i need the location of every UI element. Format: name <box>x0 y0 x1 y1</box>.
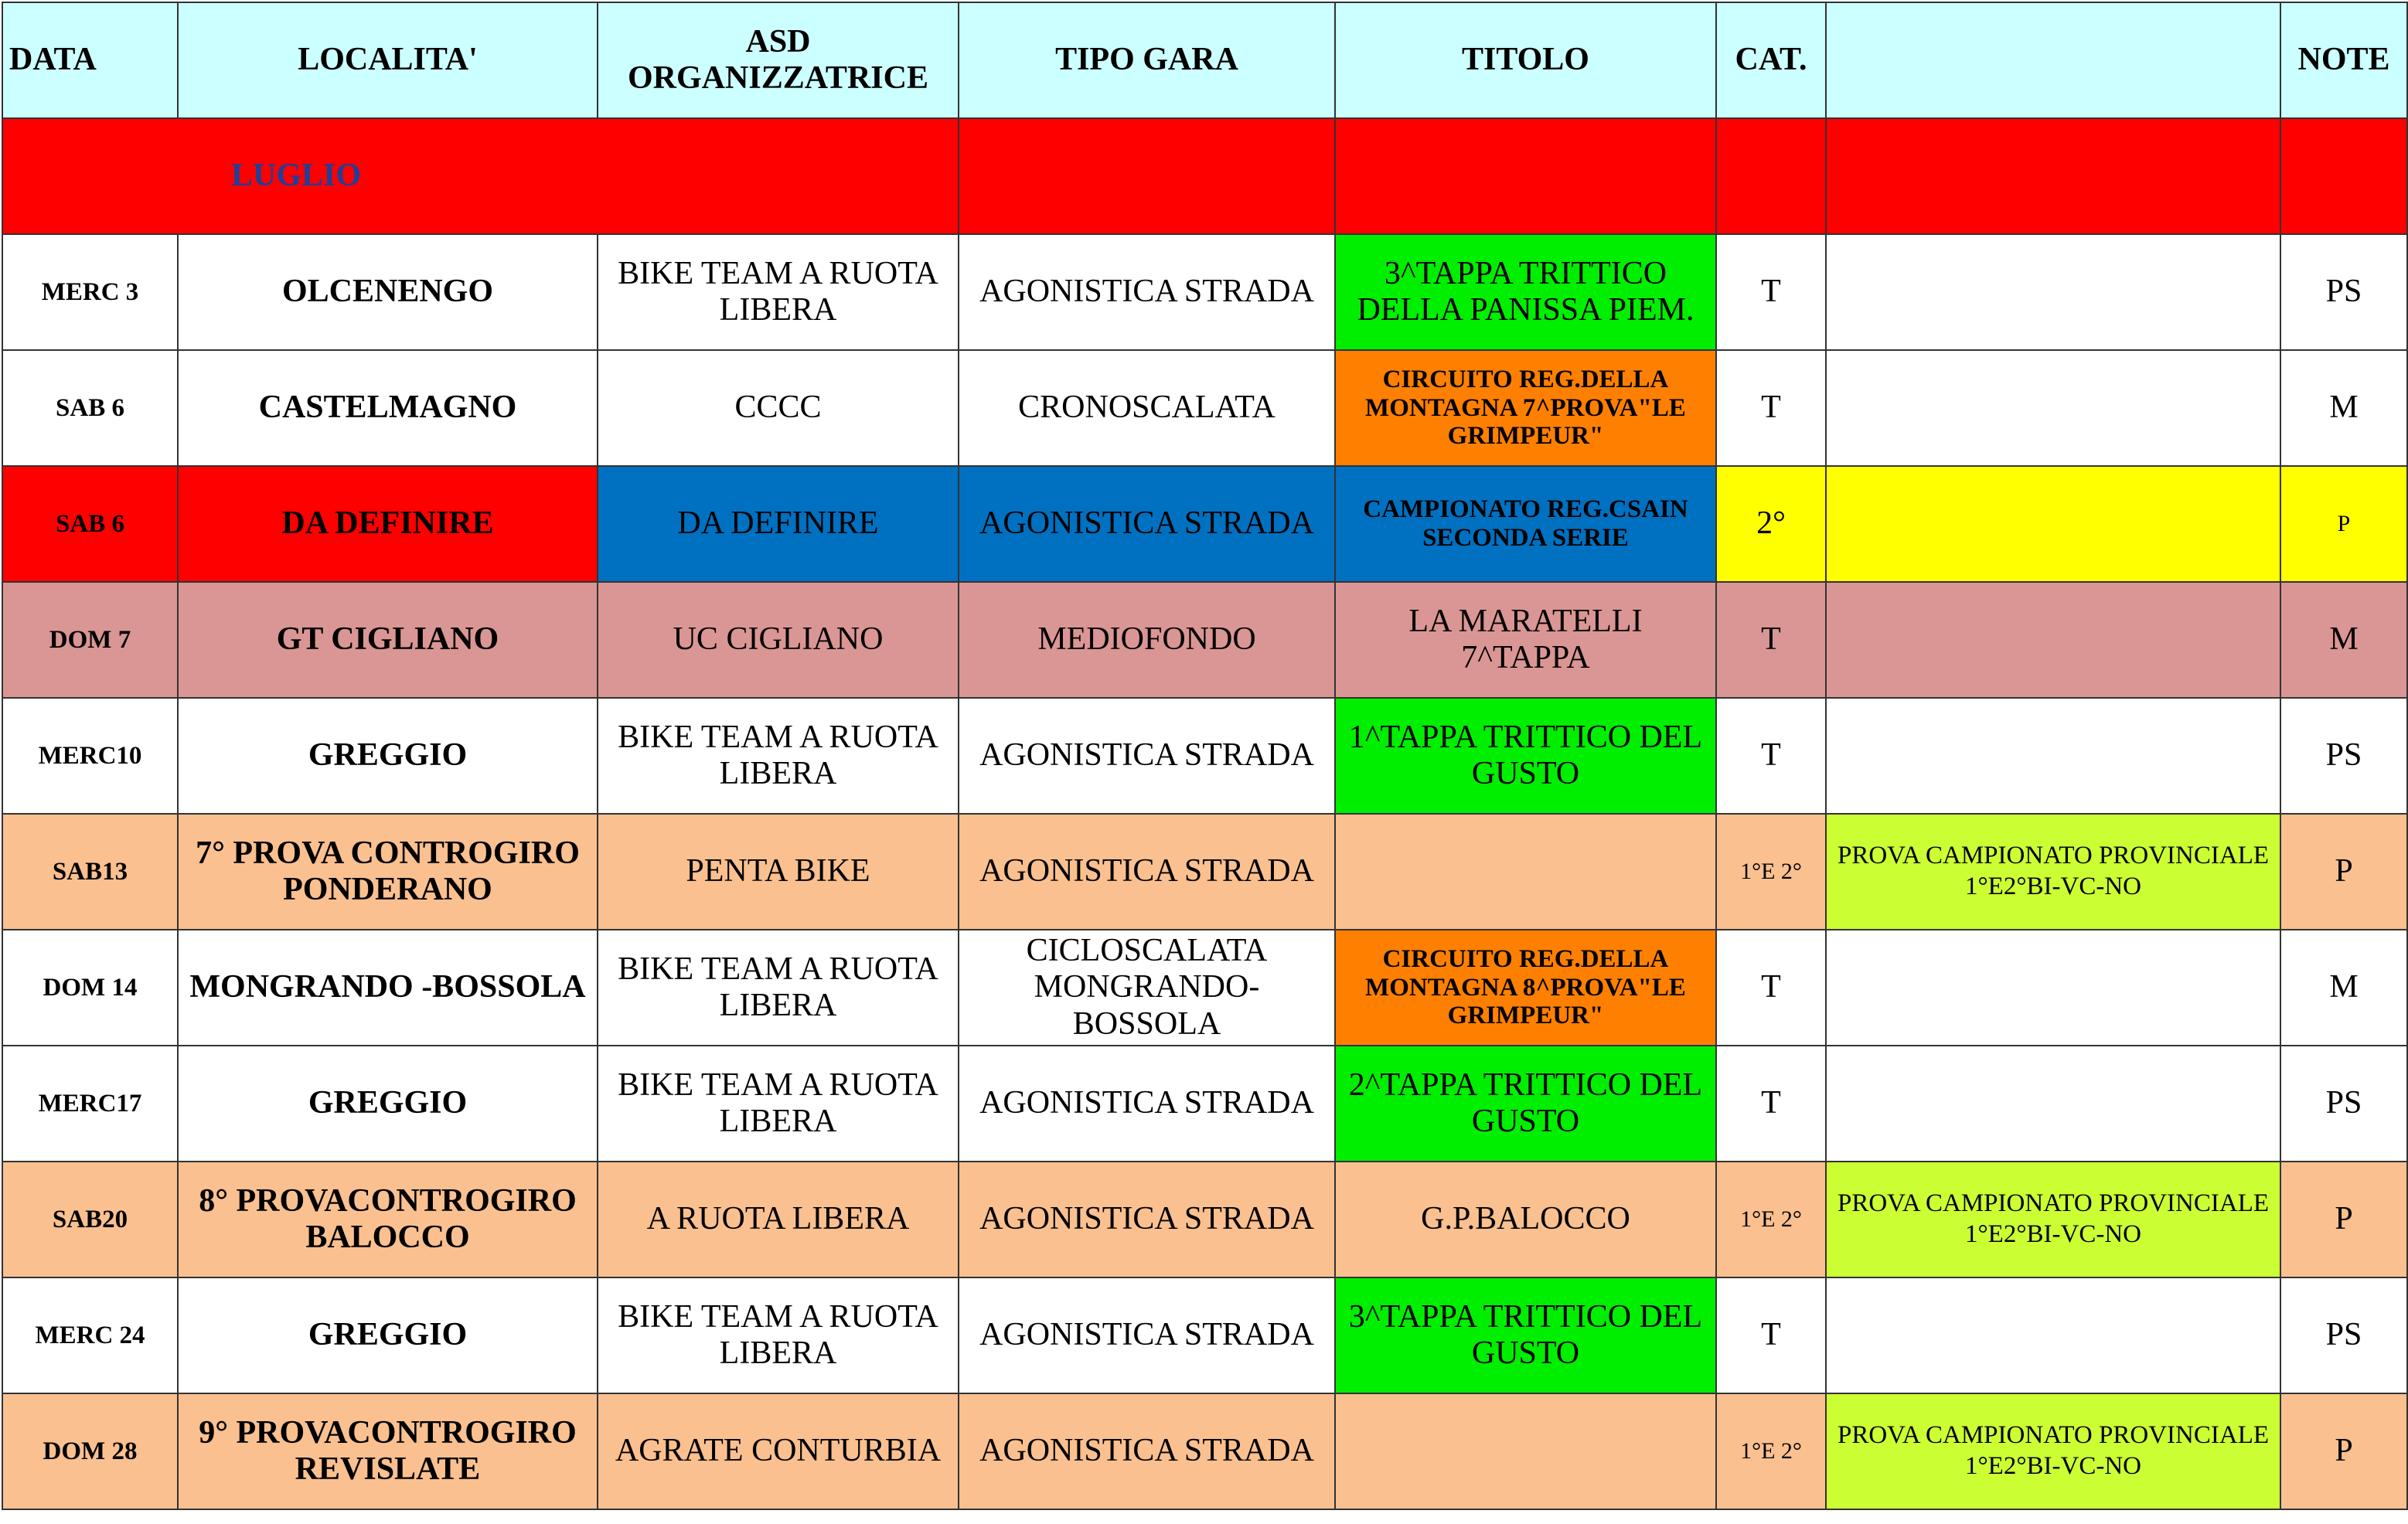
cell-tipo-gara: AGONISTICA STRADA <box>959 234 1335 350</box>
cell-cat: T <box>1716 1277 1826 1393</box>
cell-note: M <box>2280 930 2407 1046</box>
cell-data: DOM 7 <box>2 582 178 698</box>
cell-cat: 1°E 2° <box>1716 1162 1826 1277</box>
table-row <box>2 466 2407 582</box>
cell-asd: A RUOTA LIBERA <box>598 1162 959 1277</box>
header-titolo: TITOLO <box>1335 2 1716 118</box>
cell-data: MERC 3 <box>2 234 178 350</box>
cell-tipo-gara: AGONISTICA STRADA <box>959 1162 1335 1277</box>
cell-asd: DA DEFINIRE <box>598 466 959 582</box>
cell-cat: T <box>1716 350 1826 466</box>
cell-cat: 1°E 2° <box>1716 1393 1826 1509</box>
cell-titolo <box>1335 814 1716 930</box>
header-data: DATA <box>2 2 178 118</box>
cell-note: PS <box>2280 234 2407 350</box>
cell-tipo-gara: AGONISTICA STRADA <box>959 1046 1335 1162</box>
cell-note: P <box>2280 1393 2407 1509</box>
header-localita: LOCALITA' <box>178 2 598 118</box>
cell-localita: DA DEFINIRE <box>178 466 598 582</box>
cell-cat: 1°E 2° <box>1716 814 1826 930</box>
cell-titolo: CAMPIONATO REG.CSAIN SECONDA SERIE <box>1335 466 1716 582</box>
cell-tipo-gara: AGONISTICA STRADA <box>959 814 1335 930</box>
cell-note: P <box>2280 1162 2407 1277</box>
cell-titolo: CIRCUITO REG.DELLA MONTAGNA 7^PROVA"LE GRIMPEUR" <box>1335 350 1716 466</box>
cell-note: PS <box>2280 1046 2407 1162</box>
cell-note: PS <box>2280 1277 2407 1393</box>
cell-tipo-gara: AGONISTICA STRADA <box>959 466 1335 582</box>
cell-asd: AGRATE CONTURBIA <box>598 1393 959 1509</box>
month-cell <box>1716 118 1826 234</box>
cell-note: PS <box>2280 698 2407 814</box>
cell-asd: BIKE TEAM A RUOTA LIBERA <box>598 930 959 1046</box>
cell-titolo <box>1335 1393 1716 1509</box>
cell-asd: BIKE TEAM A RUOTA LIBERA <box>598 1046 959 1162</box>
cell-data: SAB20 <box>2 1162 178 1277</box>
cell-localita: CASTELMAGNO <box>178 350 598 466</box>
month-cell <box>1826 118 2280 234</box>
cell-titolo: 2^TAPPA TRITTICO DEL GUSTO <box>1335 1046 1716 1162</box>
cell-localita: 9° PROVACONTROGIRO REVISLATE <box>178 1393 598 1509</box>
cell-titolo: 1^TAPPA TRITTICO DEL GUSTO <box>1335 698 1716 814</box>
cell-asd: BIKE TEAM A RUOTA LIBERA <box>598 1277 959 1393</box>
table-row <box>2 814 2407 930</box>
table-row <box>2 1046 2407 1162</box>
cell-tipo-gara: AGONISTICA STRADA <box>959 1277 1335 1393</box>
table-row <box>2 698 2407 814</box>
cell-data: SAB 6 <box>2 466 178 582</box>
cell-data: SAB 6 <box>2 350 178 466</box>
cell-localita: OLCENENGO <box>178 234 598 350</box>
cell-tipo-gara: MEDIOFONDO <box>959 582 1335 698</box>
cell-extra: PROVA CAMPIONATO PROVINCIALE 1°E2°BI-VC-NO <box>1826 1393 2280 1509</box>
header-row <box>2 2 2407 118</box>
table-row <box>2 930 2407 1046</box>
cell-localita: GREGGIO <box>178 698 598 814</box>
table-row <box>2 1393 2407 1509</box>
cell-data: MERC10 <box>2 698 178 814</box>
cell-tipo-gara: CICLOSCALATA MONGRANDO-BOSSOLA <box>959 930 1335 1046</box>
table-row <box>2 1277 2407 1393</box>
cell-cat: T <box>1716 698 1826 814</box>
cell-tipo-gara: AGONISTICA STRADA <box>959 698 1335 814</box>
cell-titolo: 3^TAPPA TRITTICO DEL GUSTO <box>1335 1277 1716 1393</box>
month-cell <box>959 118 1335 234</box>
cell-note: P <box>2280 466 2407 582</box>
cell-asd: PENTA BIKE <box>598 814 959 930</box>
header-extra <box>1826 2 2280 118</box>
cell-extra <box>1826 234 2280 350</box>
cell-data: SAB13 <box>2 814 178 930</box>
header-note: NOTE <box>2280 2 2407 118</box>
table-row <box>2 350 2407 466</box>
cell-localita: GT CIGLIANO <box>178 582 598 698</box>
month-row <box>2 118 2407 234</box>
header-asd: ASD ORGANIZZATRICE <box>598 2 959 118</box>
cell-asd: BIKE TEAM A RUOTA LIBERA <box>598 234 959 350</box>
cell-cat: T <box>1716 1046 1826 1162</box>
cell-asd: CCCC <box>598 350 959 466</box>
cell-extra: PROVA CAMPIONATO PROVINCIALE 1°E2°BI-VC-NO <box>1826 814 2280 930</box>
table-row <box>2 1162 2407 1277</box>
cell-extra <box>1826 698 2280 814</box>
cell-asd: BIKE TEAM A RUOTA LIBERA <box>598 698 959 814</box>
cell-note: P <box>2280 814 2407 930</box>
cell-extra <box>1826 582 2280 698</box>
cell-cat: T <box>1716 930 1826 1046</box>
cell-asd: UC CIGLIANO <box>598 582 959 698</box>
cell-localita: 8° PROVACONTROGIRO BALOCCO <box>178 1162 598 1277</box>
cell-cat: T <box>1716 234 1826 350</box>
cell-titolo: 3^TAPPA TRITTICO DELLA PANISSA PIEM. <box>1335 234 1716 350</box>
cell-titolo: CIRCUITO REG.DELLA MONTAGNA 8^PROVA"LE GRIMPEUR" <box>1335 930 1716 1046</box>
cell-tipo-gara: AGONISTICA STRADA <box>959 1393 1335 1509</box>
cell-extra <box>1826 930 2280 1046</box>
cell-extra <box>1826 1046 2280 1162</box>
cell-localita: 7° PROVA CONTROGIRO PONDERANO <box>178 814 598 930</box>
table-row <box>2 234 2407 350</box>
header-cat: CAT. <box>1716 2 1826 118</box>
cell-note: M <box>2280 350 2407 466</box>
month-cell <box>1335 118 1716 234</box>
cell-data: DOM 28 <box>2 1393 178 1509</box>
cell-localita: MONGRANDO -BOSSOLA <box>178 930 598 1046</box>
cell-localita: GREGGIO <box>178 1277 598 1393</box>
cell-titolo: G.P.BALOCCO <box>1335 1162 1716 1277</box>
cell-titolo: LA MARATELLI 7^TAPPA <box>1335 582 1716 698</box>
table-row <box>2 582 2407 698</box>
cell-note: M <box>2280 582 2407 698</box>
cell-tipo-gara: CRONOSCALATA <box>959 350 1335 466</box>
cell-data: DOM 14 <box>2 930 178 1046</box>
cell-extra <box>1826 466 2280 582</box>
header-tipo-gara: TIPO GARA <box>959 2 1335 118</box>
month-label: LUGLIO <box>2 118 959 234</box>
cell-extra <box>1826 1277 2280 1393</box>
cell-data: MERC17 <box>2 1046 178 1162</box>
cell-cat: T <box>1716 582 1826 698</box>
calendar-table <box>2 2 2408 1510</box>
cell-localita: GREGGIO <box>178 1046 598 1162</box>
cell-data: MERC 24 <box>2 1277 178 1393</box>
cell-cat: 2° <box>1716 466 1826 582</box>
month-cell <box>2280 118 2407 234</box>
cell-extra <box>1826 350 2280 466</box>
cell-extra: PROVA CAMPIONATO PROVINCIALE 1°E2°BI-VC-NO <box>1826 1162 2280 1277</box>
